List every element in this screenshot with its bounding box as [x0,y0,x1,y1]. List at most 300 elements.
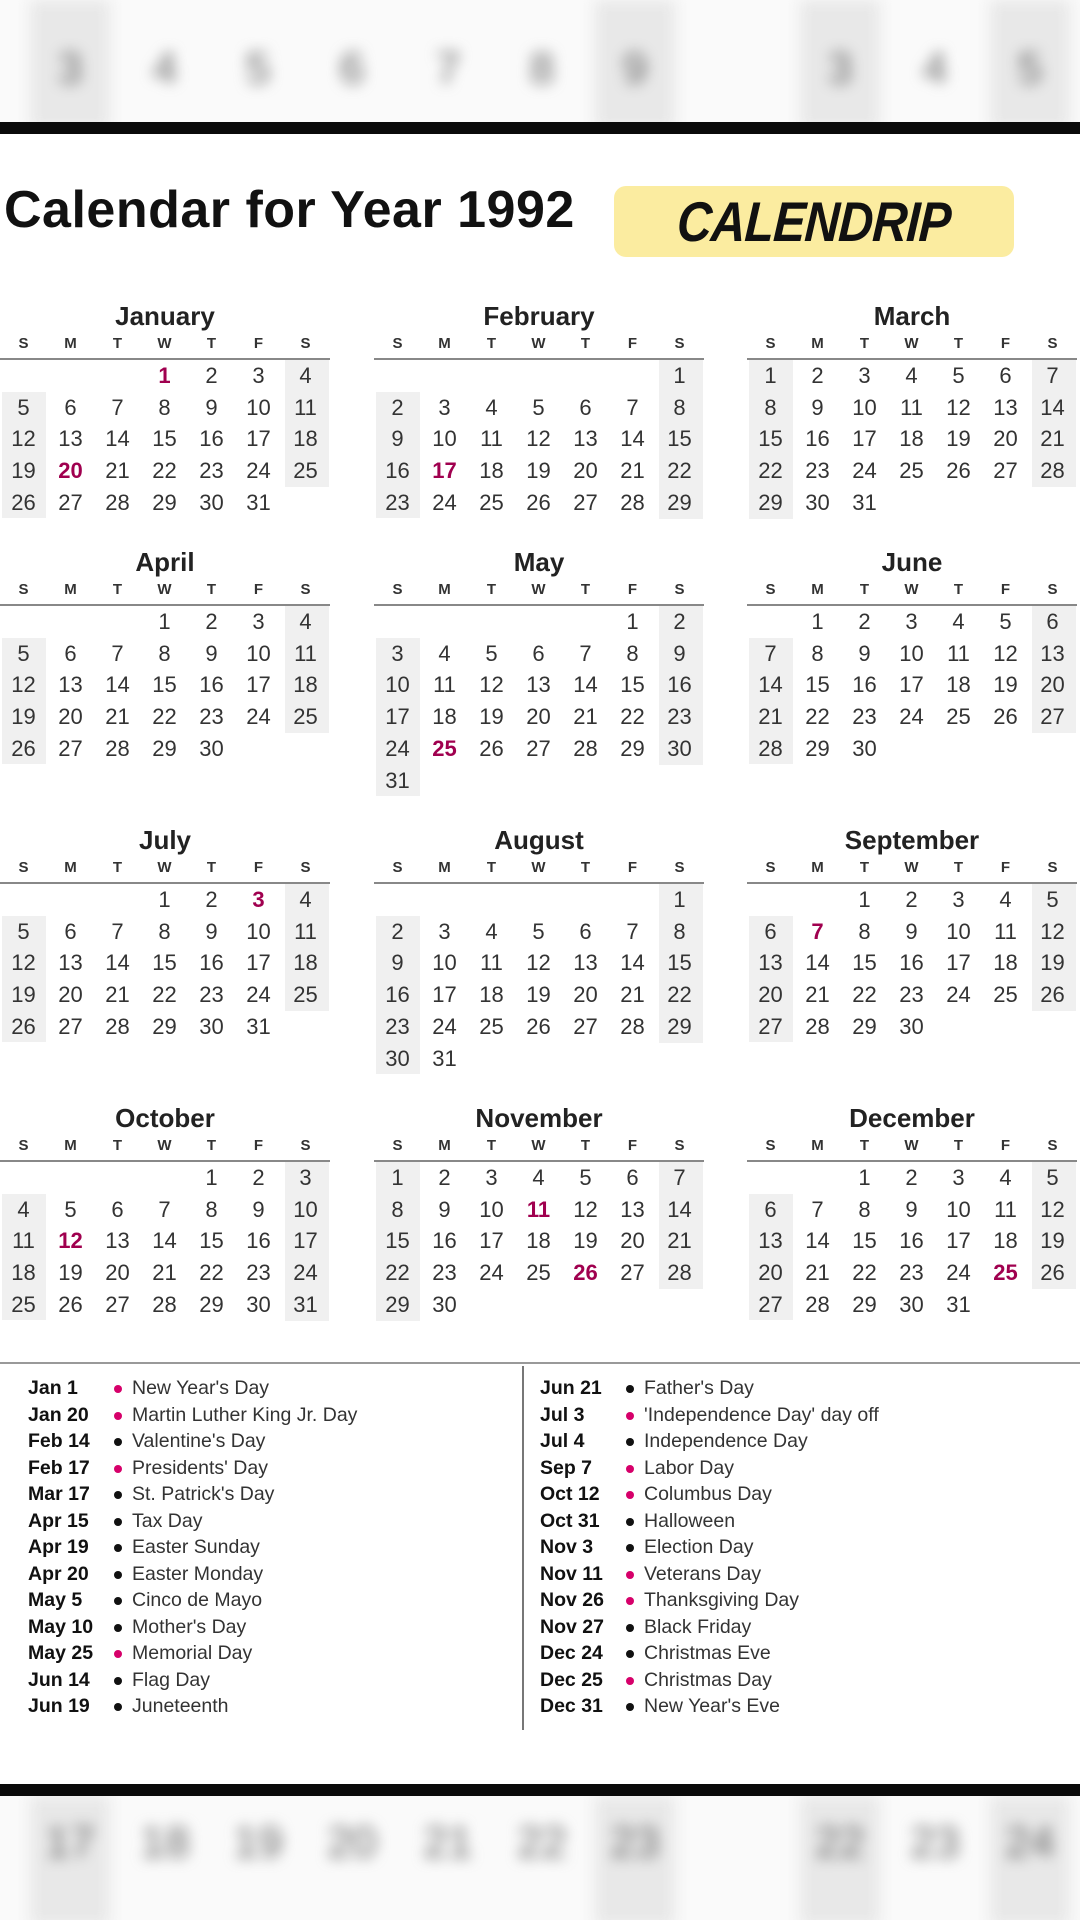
day-cell[interactable]: 19 [1040,1228,1065,1254]
day-cell[interactable]: 27 [58,735,83,761]
day-cell[interactable]: 4 [17,1196,30,1222]
day-cell[interactable]: 5 [579,1165,592,1190]
day-cell[interactable]: 18 [993,950,1018,976]
day-cell[interactable]: 28 [105,489,130,515]
day-cell[interactable]: 22 [667,458,692,484]
day-cell[interactable]: 4 [485,394,498,420]
day-cell[interactable]: 10 [432,950,457,976]
day-cell[interactable]: 8 [158,918,171,944]
day-cell[interactable]: 25 [993,982,1018,1008]
day-cell[interactable]: 11 [947,640,970,666]
day-cell[interactable]: 16 [246,1228,271,1254]
day-cell[interactable]: 27 [573,489,598,515]
day-cell[interactable]: 16 [385,458,410,484]
day-cell[interactable]: 7 [811,1196,824,1222]
day-cell[interactable]: 27 [58,489,83,515]
day-cell[interactable]: 9 [205,640,218,666]
day-cell[interactable]: 29 [385,1291,410,1317]
day-cell[interactable]: 24 [479,1260,504,1286]
day-cell[interactable]: 15 [805,672,830,698]
day-cell[interactable]: 31 [246,1013,271,1039]
day-cell[interactable]: 5 [17,918,30,944]
day-cell[interactable]: 7 [626,394,639,420]
day-cell[interactable]: 8 [673,394,686,420]
day-cell[interactable]: 16 [667,672,692,698]
day-cell[interactable]: 12 [993,640,1018,666]
day-cell[interactable]: 31 [385,767,410,793]
day-cell[interactable]: 29 [852,1013,877,1039]
day-cell[interactable]: 10 [852,394,877,420]
day-cell[interactable]: 15 [667,950,692,976]
day-cell[interactable]: 15 [667,426,692,452]
day-cell[interactable]: 27 [758,1013,783,1039]
day-cell[interactable]: 5 [485,640,498,666]
day-cell[interactable]: 14 [573,672,598,698]
day-cell[interactable]: 21 [758,704,783,730]
day-cell[interactable]: 25 [293,458,318,484]
day-cell[interactable]: 22 [852,982,877,1008]
day-cell[interactable]: 17 [946,950,971,976]
day-cell[interactable]: 29 [852,1291,877,1317]
day-cell[interactable]: 21 [152,1260,177,1286]
day-cell[interactable]: 10 [246,918,271,944]
holiday-day-cell[interactable]: 1 [158,363,171,388]
day-cell[interactable]: 29 [152,1013,177,1039]
day-cell[interactable]: 10 [385,672,410,698]
day-cell[interactable]: 11 [480,426,503,452]
day-cell[interactable]: 23 [667,704,692,730]
day-cell[interactable]: 15 [620,672,645,698]
day-cell[interactable]: 26 [479,735,504,761]
day-cell[interactable]: 25 [479,489,504,515]
day-cell[interactable]: 26 [1040,1260,1065,1286]
day-cell[interactable]: 7 [673,1165,686,1190]
day-cell[interactable]: 18 [11,1260,36,1286]
day-cell[interactable]: 29 [620,735,645,761]
day-cell[interactable]: 10 [479,1196,504,1222]
day-cell[interactable]: 28 [758,735,783,761]
day-cell[interactable]: 29 [667,1013,692,1039]
day-cell[interactable]: 24 [293,1260,318,1286]
day-cell[interactable]: 20 [573,982,598,1008]
day-cell[interactable]: 1 [391,1165,404,1190]
day-cell[interactable]: 14 [620,950,645,976]
day-cell[interactable]: 21 [105,982,130,1008]
day-cell[interactable]: 5 [999,609,1012,634]
day-cell[interactable]: 3 [252,363,265,388]
day-cell[interactable]: 25 [11,1291,36,1317]
holiday-day-cell[interactable]: 26 [573,1260,598,1286]
day-cell[interactable]: 9 [205,918,218,944]
day-cell[interactable]: 5 [17,394,30,420]
day-cell[interactable]: 6 [764,918,777,944]
day-cell[interactable]: 11 [294,918,317,944]
day-cell[interactable]: 30 [199,1013,224,1039]
day-cell[interactable]: 12 [1040,1196,1065,1222]
day-cell[interactable]: 23 [805,458,830,484]
day-cell[interactable]: 25 [526,1260,551,1286]
day-cell[interactable]: 20 [526,704,551,730]
day-cell[interactable]: 21 [105,458,130,484]
day-cell[interactable]: 23 [199,982,224,1008]
day-cell[interactable]: 11 [294,640,317,666]
day-cell[interactable]: 18 [946,672,971,698]
day-cell[interactable]: 6 [111,1196,124,1222]
day-cell[interactable]: 22 [620,704,645,730]
day-cell[interactable]: 3 [905,609,918,634]
day-cell[interactable]: 5 [532,394,545,420]
day-cell[interactable]: 3 [438,394,451,420]
day-cell[interactable]: 13 [758,1228,783,1254]
day-cell[interactable]: 29 [667,489,692,515]
day-cell[interactable]: 26 [11,1013,36,1039]
day-cell[interactable]: 6 [626,1165,639,1190]
day-cell[interactable]: 4 [905,363,918,388]
day-cell[interactable]: 6 [579,918,592,944]
day-cell[interactable]: 13 [620,1196,645,1222]
day-cell[interactable]: 24 [432,489,457,515]
day-cell[interactable]: 2 [673,609,686,634]
day-cell[interactable]: 3 [438,918,451,944]
day-cell[interactable]: 11 [480,950,503,976]
day-cell[interactable]: 1 [158,887,171,912]
day-cell[interactable]: 30 [852,735,877,761]
day-cell[interactable]: 21 [805,982,830,1008]
day-cell[interactable]: 5 [1046,887,1059,912]
day-cell[interactable]: 5 [17,640,30,666]
day-cell[interactable]: 11 [294,394,317,420]
day-cell[interactable]: 12 [11,672,36,698]
day-cell[interactable]: 15 [385,1228,410,1254]
day-cell[interactable]: 2 [905,887,918,912]
day-cell[interactable]: 13 [573,426,598,452]
day-cell[interactable]: 1 [205,1165,218,1190]
day-cell[interactable]: 1 [158,609,171,634]
day-cell[interactable]: 3 [391,640,404,666]
day-cell[interactable]: 9 [811,394,824,420]
day-cell[interactable]: 22 [852,1260,877,1286]
day-cell[interactable]: 8 [858,1196,871,1222]
day-cell[interactable]: 13 [58,672,83,698]
day-cell[interactable]: 3 [952,887,965,912]
day-cell[interactable]: 2 [205,887,218,912]
day-cell[interactable]: 27 [526,735,551,761]
day-cell[interactable]: 12 [11,950,36,976]
day-cell[interactable]: 19 [526,982,551,1008]
day-cell[interactable]: 17 [432,982,457,1008]
day-cell[interactable]: 24 [432,1013,457,1039]
day-cell[interactable]: 17 [246,672,271,698]
day-cell[interactable]: 23 [899,1260,924,1286]
day-cell[interactable]: 25 [479,1013,504,1039]
day-cell[interactable]: 6 [1046,609,1059,634]
day-cell[interactable]: 31 [432,1045,457,1071]
day-cell[interactable]: 7 [579,640,592,666]
day-cell[interactable]: 19 [11,458,36,484]
day-cell[interactable]: 15 [199,1228,224,1254]
day-cell[interactable]: 30 [899,1291,924,1317]
day-cell[interactable]: 4 [485,918,498,944]
day-cell[interactable]: 14 [152,1228,177,1254]
day-cell[interactable]: 30 [246,1291,271,1317]
day-cell[interactable]: 19 [946,426,971,452]
day-cell[interactable]: 18 [899,426,924,452]
day-cell[interactable]: 1 [626,609,639,634]
day-cell[interactable]: 24 [246,982,271,1008]
day-cell[interactable]: 28 [105,1013,130,1039]
day-cell[interactable]: 22 [199,1260,224,1286]
day-cell[interactable]: 4 [438,640,451,666]
day-cell[interactable]: 28 [620,489,645,515]
day-cell[interactable]: 13 [58,426,83,452]
day-cell[interactable]: 8 [626,640,639,666]
day-cell[interactable]: 24 [246,704,271,730]
day-cell[interactable]: 19 [11,982,36,1008]
day-cell[interactable]: 2 [811,363,824,388]
day-cell[interactable]: 20 [620,1228,645,1254]
holiday-day-cell[interactable]: 12 [58,1228,83,1254]
day-cell[interactable]: 27 [993,458,1018,484]
day-cell[interactable]: 8 [158,640,171,666]
day-cell[interactable]: 24 [385,735,410,761]
day-cell[interactable]: 14 [758,672,783,698]
day-cell[interactable]: 20 [758,982,783,1008]
day-cell[interactable]: 6 [999,363,1012,388]
day-cell[interactable]: 17 [479,1228,504,1254]
day-cell[interactable]: 20 [58,982,83,1008]
day-cell[interactable]: 14 [105,426,130,452]
day-cell[interactable]: 14 [805,1228,830,1254]
day-cell[interactable]: 16 [432,1228,457,1254]
day-cell[interactable]: 5 [64,1196,77,1222]
day-cell[interactable]: 4 [952,609,965,634]
day-cell[interactable]: 20 [993,426,1018,452]
day-cell[interactable]: 27 [58,1013,83,1039]
day-cell[interactable]: 23 [385,489,410,515]
day-cell[interactable]: 9 [391,950,404,976]
day-cell[interactable]: 12 [573,1196,598,1222]
day-cell[interactable]: 2 [391,394,404,420]
day-cell[interactable]: 29 [758,489,783,515]
day-cell[interactable]: 17 [246,426,271,452]
day-cell[interactable]: 1 [858,1165,871,1190]
day-cell[interactable]: 24 [899,704,924,730]
day-cell[interactable]: 11 [433,672,456,698]
day-cell[interactable]: 6 [764,1196,777,1222]
day-cell[interactable]: 18 [526,1228,551,1254]
day-cell[interactable]: 2 [858,609,871,634]
day-cell[interactable]: 23 [199,704,224,730]
day-cell[interactable]: 29 [199,1291,224,1317]
day-cell[interactable]: 17 [385,704,410,730]
day-cell[interactable]: 20 [105,1260,130,1286]
day-cell[interactable]: 18 [432,704,457,730]
day-cell[interactable]: 28 [667,1260,692,1286]
day-cell[interactable]: 7 [111,640,124,666]
day-cell[interactable]: 17 [899,672,924,698]
day-cell[interactable]: 22 [152,982,177,1008]
day-cell[interactable]: 4 [299,887,312,912]
day-cell[interactable]: 10 [246,394,271,420]
day-cell[interactable]: 30 [805,489,830,515]
day-cell[interactable]: 26 [11,489,36,515]
day-cell[interactable]: 11 [994,1196,1017,1222]
day-cell[interactable]: 1 [764,363,777,388]
day-cell[interactable]: 13 [1040,640,1065,666]
day-cell[interactable]: 14 [667,1196,692,1222]
day-cell[interactable]: 16 [385,982,410,1008]
day-cell[interactable]: 19 [526,458,551,484]
day-cell[interactable]: 2 [205,609,218,634]
day-cell[interactable]: 6 [64,640,77,666]
day-cell[interactable]: 12 [526,426,551,452]
day-cell[interactable]: 10 [293,1196,318,1222]
day-cell[interactable]: 26 [526,1013,551,1039]
day-cell[interactable]: 7 [111,918,124,944]
day-cell[interactable]: 16 [899,950,924,976]
day-cell[interactable]: 21 [667,1228,692,1254]
day-cell[interactable]: 12 [479,672,504,698]
day-cell[interactable]: 27 [573,1013,598,1039]
day-cell[interactable]: 19 [573,1228,598,1254]
day-cell[interactable]: 2 [391,918,404,944]
day-cell[interactable]: 23 [385,1013,410,1039]
day-cell[interactable]: 13 [758,950,783,976]
day-cell[interactable]: 28 [1040,458,1065,484]
day-cell[interactable]: 4 [299,363,312,388]
day-cell[interactable]: 21 [620,458,645,484]
day-cell[interactable]: 19 [479,704,504,730]
holiday-day-cell[interactable]: 17 [432,458,457,484]
day-cell[interactable]: 29 [805,735,830,761]
day-cell[interactable]: 18 [479,982,504,1008]
day-cell[interactable]: 31 [852,489,877,515]
day-cell[interactable]: 17 [246,950,271,976]
day-cell[interactable]: 12 [11,426,36,452]
day-cell[interactable]: 26 [526,489,551,515]
day-cell[interactable]: 26 [1040,982,1065,1008]
day-cell[interactable]: 22 [805,704,830,730]
day-cell[interactable]: 31 [246,489,271,515]
day-cell[interactable]: 3 [485,1165,498,1190]
day-cell[interactable]: 3 [952,1165,965,1190]
day-cell[interactable]: 15 [758,426,783,452]
day-cell[interactable]: 23 [432,1260,457,1286]
day-cell[interactable]: 6 [579,394,592,420]
day-cell[interactable]: 24 [946,1260,971,1286]
day-cell[interactable]: 9 [252,1196,265,1222]
day-cell[interactable]: 5 [952,363,965,388]
day-cell[interactable]: 20 [573,458,598,484]
day-cell[interactable]: 8 [391,1196,404,1222]
day-cell[interactable]: 8 [205,1196,218,1222]
day-cell[interactable]: 13 [105,1228,130,1254]
day-cell[interactable]: 14 [620,426,645,452]
day-cell[interactable]: 29 [152,735,177,761]
day-cell[interactable]: 30 [385,1045,410,1071]
day-cell[interactable]: 29 [152,489,177,515]
holiday-day-cell[interactable]: 7 [811,918,824,944]
day-cell[interactable]: 14 [805,950,830,976]
day-cell[interactable]: 17 [293,1228,318,1254]
day-cell[interactable]: 8 [158,394,171,420]
day-cell[interactable]: 7 [1046,363,1059,388]
day-cell[interactable]: 10 [432,426,457,452]
day-cell[interactable]: 19 [11,704,36,730]
day-cell[interactable]: 8 [811,640,824,666]
day-cell[interactable]: 31 [946,1291,971,1317]
day-cell[interactable]: 23 [246,1260,271,1286]
day-cell[interactable]: 10 [899,640,924,666]
day-cell[interactable]: 20 [1040,672,1065,698]
day-cell[interactable]: 13 [58,950,83,976]
day-cell[interactable]: 17 [946,1228,971,1254]
day-cell[interactable]: 1 [673,363,686,388]
day-cell[interactable]: 13 [526,672,551,698]
day-cell[interactable]: 2 [438,1165,451,1190]
day-cell[interactable]: 21 [620,982,645,1008]
day-cell[interactable]: 4 [299,609,312,634]
day-cell[interactable]: 4 [999,887,1012,912]
day-cell[interactable]: 11 [994,918,1017,944]
day-cell[interactable]: 22 [152,704,177,730]
day-cell[interactable]: 14 [1040,394,1065,420]
day-cell[interactable]: 25 [946,704,971,730]
day-cell[interactable]: 23 [899,982,924,1008]
day-cell[interactable]: 21 [573,704,598,730]
day-cell[interactable]: 12 [1040,918,1065,944]
day-cell[interactable]: 6 [532,640,545,666]
day-cell[interactable]: 31 [293,1291,318,1317]
day-cell[interactable]: 27 [1040,704,1065,730]
day-cell[interactable]: 8 [764,394,777,420]
day-cell[interactable]: 15 [852,950,877,976]
day-cell[interactable]: 22 [758,458,783,484]
day-cell[interactable]: 10 [946,1196,971,1222]
day-cell[interactable]: 8 [673,918,686,944]
day-cell[interactable]: 28 [805,1291,830,1317]
day-cell[interactable]: 25 [899,458,924,484]
day-cell[interactable]: 1 [858,887,871,912]
day-cell[interactable]: 2 [905,1165,918,1190]
day-cell[interactable]: 5 [532,918,545,944]
day-cell[interactable]: 20 [758,1260,783,1286]
day-cell[interactable]: 15 [152,426,177,452]
day-cell[interactable]: 27 [105,1291,130,1317]
holiday-day-cell[interactable]: 25 [993,1260,1018,1286]
day-cell[interactable]: 9 [391,426,404,452]
day-cell[interactable]: 13 [573,950,598,976]
day-cell[interactable]: 19 [993,672,1018,698]
day-cell[interactable]: 30 [199,735,224,761]
day-cell[interactable]: 7 [764,640,777,666]
day-cell[interactable]: 9 [905,1196,918,1222]
day-cell[interactable]: 3 [858,363,871,388]
day-cell[interactable]: 19 [58,1260,83,1286]
day-cell[interactable]: 3 [252,609,265,634]
day-cell[interactable]: 22 [385,1260,410,1286]
holiday-day-cell[interactable]: 11 [526,1196,551,1222]
day-cell[interactable]: 8 [858,918,871,944]
day-cell[interactable]: 18 [479,458,504,484]
day-cell[interactable]: 14 [105,672,130,698]
day-cell[interactable]: 13 [993,394,1018,420]
day-cell[interactable]: 9 [438,1196,451,1222]
day-cell[interactable]: 26 [993,704,1018,730]
day-cell[interactable]: 5 [1046,1165,1059,1190]
day-cell[interactable]: 17 [852,426,877,452]
day-cell[interactable]: 24 [946,982,971,1008]
